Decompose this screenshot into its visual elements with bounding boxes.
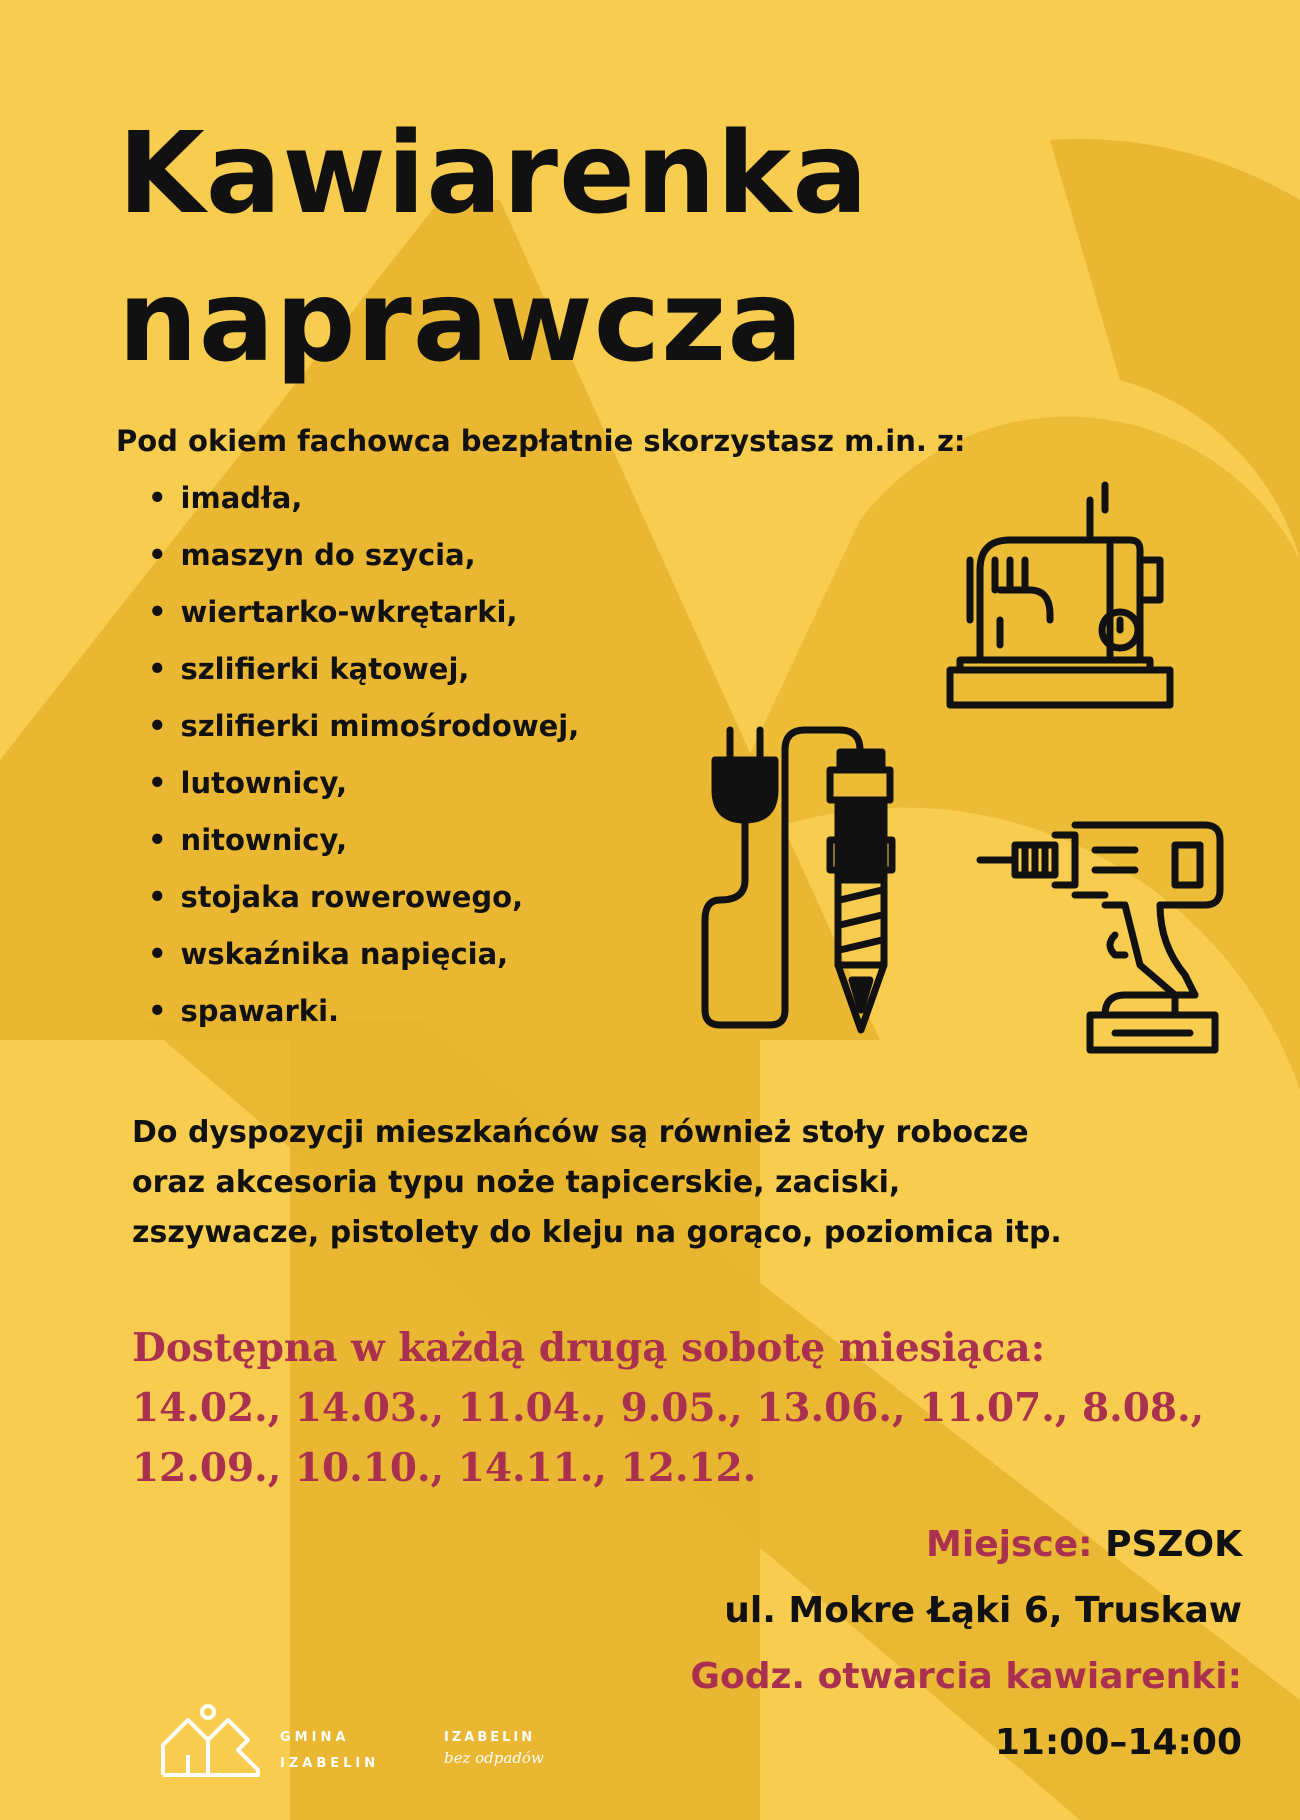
list-item: • spawarki. (148, 983, 579, 1040)
list-item: • wiertarko-wkrętarki, (148, 584, 579, 641)
list-item: • maszyn do szycia, (148, 527, 579, 584)
list-item: • imadła, (148, 470, 579, 527)
title-line-2: naprawcza (118, 257, 804, 387)
tools-list (148, 470, 579, 1040)
schedule-dates-line-1: 14.02., 14.03., 11.04., 9.05., 13.06., 11.07., 8.08., (132, 1385, 1205, 1431)
poster-title (118, 100, 869, 396)
hours-label: Godz. otwarcia kawiarenki: (690, 1656, 1242, 1697)
extra-info (132, 1108, 1252, 1258)
bez-odpadow-logo (444, 1730, 544, 1767)
place-value: PSZOK (1105, 1524, 1242, 1565)
place-label: Miejsce: (926, 1524, 1093, 1565)
list-item: • stojaka rowerowego, (148, 869, 579, 926)
gmina-logo-line-1: GMINA (280, 1730, 350, 1745)
bez-logo-line-1: IZABELIN (444, 1730, 536, 1745)
cordless-drill-icon (975, 815, 1235, 1055)
location-info (690, 1512, 1242, 1776)
extra-line-3: zszywacze, pistolety do kleju na gorąco, poziomica itp. (132, 1215, 1062, 1250)
place-line (690, 1512, 1242, 1578)
extra-line-1: Do dyspozycji mieszkańców są również stoły robocze (132, 1115, 1029, 1150)
list-item: • nitownicy, (148, 812, 579, 869)
schedule (132, 1318, 1262, 1498)
bez-logo-line-2: bez odpadów (444, 1749, 544, 1767)
list-item: • szlifierki kątowej, (148, 641, 579, 698)
list-item: • lutownicy, (148, 755, 579, 812)
title-line-1: Kawiarenka (118, 109, 869, 239)
gmina-logo-line-2: IZABELIN (280, 1756, 380, 1771)
sewing-machine-icon (940, 480, 1200, 720)
address: ul. Mokre Łąki 6, Truskaw (724, 1590, 1242, 1631)
list-item: • wskaźnika napięcia, (148, 926, 579, 983)
hours-value: 11:00–14:00 (994, 1722, 1242, 1763)
schedule-dates-line-2: 12.09., 10.10., 14.11., 12.12. (132, 1445, 757, 1491)
gmina-logo-text (280, 1725, 379, 1777)
list-item: • szlifierki mimośrodowej, (148, 698, 579, 755)
extra-line-2: oraz akcesoria typu noże tapicerskie, zaciski, (132, 1165, 901, 1200)
schedule-heading: Dostępna w każdą drugą sobotę miesiąca: (132, 1325, 1046, 1371)
intro-text: Pod okiem fachowca bezpłatnie skorzystasz m.in. z: (116, 424, 966, 458)
gmina-izabelin-logo-icon (158, 1700, 268, 1780)
soldering-iron-icon (690, 720, 910, 1040)
